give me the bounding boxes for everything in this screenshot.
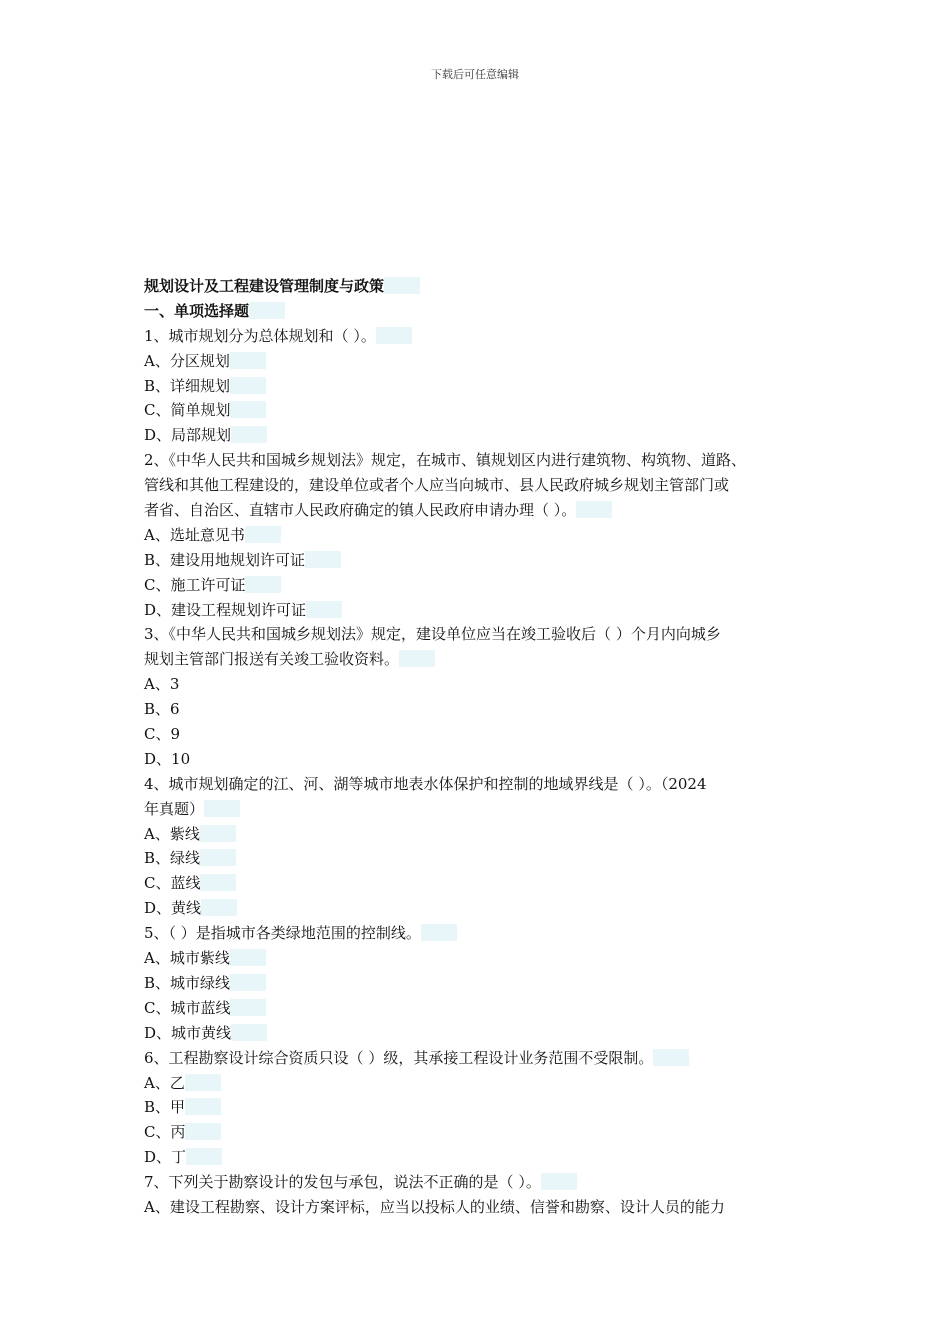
question-2: 2、《中华人民共和国城乡规划法》规定，在城市、镇规划区内进行建筑物、构筑物、道路、 bbox=[144, 451, 747, 470]
option-line: B、甲 bbox=[144, 1095, 824, 1120]
option-line: B、绿线 bbox=[144, 846, 824, 871]
document-body bbox=[144, 274, 824, 1220]
option-line: C、施工许可证 bbox=[144, 573, 824, 598]
option-line: B、建设用地规划许可证 bbox=[144, 548, 824, 573]
option-line: D、城市黄线 bbox=[144, 1021, 824, 1046]
option-line: C、9 bbox=[144, 725, 181, 744]
question-2-continued: 管线和其他工程建设的，建设单位或者个人应当向城市、县人民政府城乡规划主管部门或 bbox=[144, 476, 730, 495]
section-heading: 一、单项选择题 bbox=[144, 299, 824, 324]
option-line: C、蓝线 bbox=[144, 871, 824, 896]
question-4-continued: 年真题） bbox=[144, 797, 824, 822]
option-line: D、丁 bbox=[144, 1145, 824, 1170]
option-line: A、选址意见书 bbox=[144, 523, 824, 548]
option-line: D、10 bbox=[144, 749, 191, 768]
option-line: B、城市绿线 bbox=[144, 971, 824, 996]
option-line: D、建设工程规划许可证 bbox=[144, 598, 824, 623]
question-3-continued: 规划主管部门报送有关竣工验收资料。 bbox=[144, 647, 824, 672]
option-line: C、丙 bbox=[144, 1120, 824, 1145]
question-2-continued: 者省、自治区、直辖市人民政府确定的镇人民政府申请办理（ ）。 bbox=[144, 498, 824, 523]
option-line: A、城市紫线 bbox=[144, 946, 824, 971]
option-line: C、城市蓝线 bbox=[144, 996, 824, 1021]
question-5: 5、（ ）是指城市各类绿地范围的控制线。 bbox=[144, 921, 824, 946]
option-line: C、简单规划 bbox=[144, 398, 824, 423]
question-7: 7、下列关于勘察设计的发包与承包，说法不正确的是（ ）。 bbox=[144, 1170, 824, 1195]
option-line: A、紫线 bbox=[144, 822, 824, 847]
question-1: 1、城市规划分为总体规划和（ ）。 bbox=[144, 324, 824, 349]
option-line: B、详细规划 bbox=[144, 374, 824, 399]
option-line: A、3 bbox=[144, 675, 180, 694]
page-header-note: 下载后可任意编辑 bbox=[431, 68, 519, 81]
question-3: 3、《中华人民共和国城乡规划法》规定，建设单位应当在竣工验收后（ ）个月内向城乡 bbox=[144, 625, 721, 644]
question-6: 6、工程勘察设计综合资质只设（ ）级，其承接工程设计业务范围不受限制。 bbox=[144, 1046, 824, 1071]
option-line: A、建设工程勘察、设计方案评标，应当以投标人的业绩、信誉和勘察、设计人员的能力 bbox=[144, 1197, 725, 1216]
option-line: A、分区规划 bbox=[144, 349, 824, 374]
option-line: B、6 bbox=[144, 700, 180, 719]
question-4: 4、城市规划确定的江、河、湖等城市地表水体保护和控制的地域界线是（ ）。（2024 bbox=[144, 774, 707, 793]
option-line: A、乙 bbox=[144, 1071, 824, 1096]
option-line: D、局部规划 bbox=[144, 423, 824, 448]
option-line: D、黄线 bbox=[144, 896, 824, 921]
document-title: 规划设计及工程建设管理制度与政策 bbox=[144, 274, 824, 299]
